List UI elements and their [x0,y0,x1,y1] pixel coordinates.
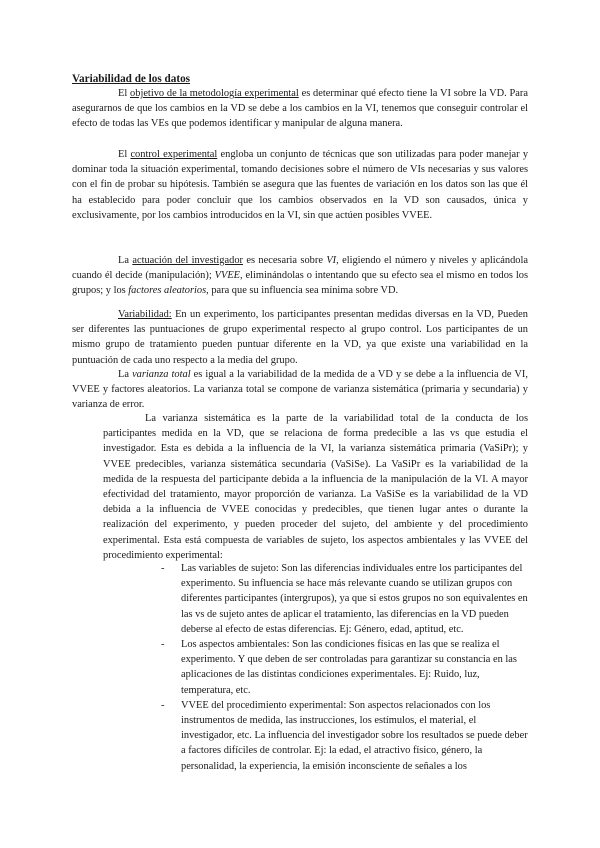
section-title: Variabilidad de los datos [72,73,191,85]
text: El [118,149,131,160]
paragraph-researcher [72,253,528,299]
italic-term: VI [326,255,337,266]
text: engloba un conjunto de técnicas que son utilizadas para poder manejar y dominar toda la situación experimental, tomando decisiones sobre el número de VIs necesarias y sus valores con el fin de probar su hipótesis. También se asegura que las fuentes de variación en los datos son las que él ha establecido para poder concluir que los cambios observados en la VD son causados, única y exclusivamente, por los cambios introducidos en la VI, sin que actúen posibles VVEE. [72,149,529,221]
paragraph-objective [72,86,528,132]
paragraph-systematic-variance: La varianza sistemática es la parte de la variabilidad total de la conducta de los participantes medida en la VD, que se relaciona de forma predecible a las vs que estudia el investigador. Esta es debida a la influencia de la VI, la varianza sistemática primaria (VaSiPr); y VVEE predecibles, varianza sistemática secundaria (VaSiSe). La VaSiPr es la variabilidad de la medida de la respuesta del participante debida a la influencia de la manipulación de la VI. A mayor efectividad del tratamiento, mayor proporción de varianza. La VaSiSe es la variabilidad de la VD debida a la influencia de VVEE conocidas y predecibles, que tienen lugar antes o durante la realización del experimento, y pueden proceder del sujeto, del ambiente y del procedimiento experimental. Esta está compuesta de variables de sujeto, los aspectos ambientales y las VVEE del procedimiento experimental: [103,413,528,561]
text: es determinar qué efecto tiene la VI sobre la VD. Para asegurarnos de que los cambios en la VD se debe a los cambios en la VI, tenemos que conseguir controlar el efecto de todas las VEs que podemos identificar y manipular de alguna manera. [72,88,528,130]
text: En un experimento, los participantes presentan medidas diversas en la VD, Pueden ser diferentes las puntuaciones de grupo experimental respecto al grupo control. Los participantes de un mismo grupo de tratamiento pueden puntuar diferente en la VD, ya que existe una variabilidad en la puntuación de cada uno respecto a la media del grupo. [72,309,528,366]
list-item [161,561,528,637]
text: El [118,88,131,99]
list-item-text: Las variables de sujeto: Son las diferencias individuales entre los participantes del experimento. Su influencia se hace más relevante cuando se utilizan grupos con diferentes participantes (intergrupos), ya que si estos grupos no son equivalentes en las vs de sujeto antes de aplicar el tratamiento, las diferencias en la VD pueden deberse al efecto de estas diferencias. Ej: Género, edad, aptitud, etc. [181,563,528,635]
text: , para que su influencia sea mínima sobre VD. [206,285,399,297]
bullet-list [161,561,528,774]
underlined-term: control experimental [130,149,218,160]
text: , eligiendo el número y niveles y aplicándola cuando él decide (manipulación); [72,255,528,282]
text: La [118,369,133,380]
dash-bullet: - [161,563,165,574]
italic-term: factores aleatorios [128,285,207,297]
list-item [161,637,528,698]
text: es necesaria sobre [242,255,327,266]
text: es igual a la variabilidad de la medida de a VD y se debe a la influencia de VI, VVEE y factores aleatorios. La varianza total se compone de varianza sistemática (primaria y secundaria) y varianza de error. [72,369,528,411]
underlined-term: actuación del investigador [132,255,243,266]
italic-term: varianza total [132,369,191,380]
dash-bullet: - [161,699,165,711]
underlined-term: objetivo de la metodología experimental [130,88,299,99]
list-item-text: VVEE del procedimiento experimental: Son aspectos relacionados con los instrumentos de medida, las instrucciones, los estímulos, el material, el investigador, etc. La influencia del investigador sobre los resultados se puede deber a factores difíciles de controlar. Ej: la edad, el atractivo físico, género, la personalidad, la experiencia, la emisión inconsciente de señales a los [181,699,528,772]
list-item-text: Los aspectos ambientales: Son las condiciones físicas en las que se realiza el experimento. Y que deben de ser controladas para garantizar su constancia en las aplicaciones de las distintas condiciones experimentales. Ej: Ruido, luz, temperatura, etc. [181,639,517,696]
text: , eliminándolas o intentando que su efecto sea el mismo en todos los grupos; y los [72,270,528,297]
dash-bullet: - [161,639,165,651]
paragraph-control [72,147,528,223]
paragraph-total-variance [72,367,528,413]
paragraph-variability [72,307,528,368]
underlined-term: Variabilidad: [118,309,172,320]
list-item [161,698,528,774]
italic-term: VVEE [214,270,241,282]
text: La [118,255,133,266]
